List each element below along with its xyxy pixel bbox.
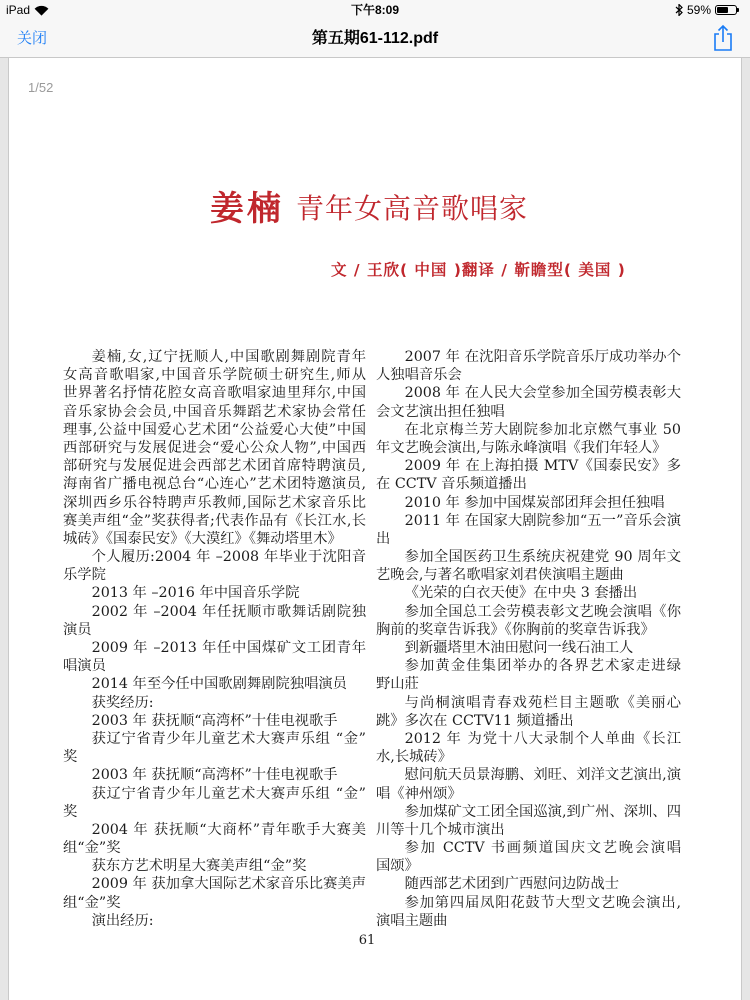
- paragraph: [376, 584, 681, 602]
- text-line: 2008 年 在人民大会堂参加全国劳模表彰大: [404, 385, 681, 402]
- text-line: 2014 年至今任中国歌剧舞剧院独唱演员: [91, 676, 347, 693]
- paragraph: [376, 803, 681, 839]
- pdf-page: [8, 58, 742, 1000]
- paragraph: [376, 875, 681, 893]
- document-title: 第五期61-112.pdf: [311, 30, 439, 47]
- paragraph: [63, 584, 366, 602]
- text-line: 演出经历:: [91, 912, 154, 929]
- text-line: 部研究与发展促进会西部艺术团首席特聘演员,: [63, 458, 366, 475]
- paragraph: [63, 785, 366, 821]
- text-line: 世界著名抒情花腔女高音歌唱家迪里拜尔,中国: [63, 385, 366, 402]
- text-line: 唱《神州颂》: [376, 785, 462, 802]
- battery-level-fill: [717, 7, 728, 13]
- paragraph: [376, 694, 681, 730]
- nav-bar: [0, 20, 750, 58]
- article-title: 青年女高音歌唱家: [296, 192, 529, 225]
- paragraph: [63, 875, 366, 911]
- page-indicator: 1/52: [28, 80, 54, 95]
- text-line: 姜楠,女,辽宁抚顺人,中国歌剧舞剧院青年: [91, 349, 366, 365]
- paragraph: [376, 766, 681, 802]
- text-line: 参加全国医药卫生系统庆祝建党 90 周年文: [404, 549, 681, 566]
- text-line: 组“金”奖: [63, 894, 121, 911]
- paragraph: [63, 821, 366, 857]
- text-line: 艺晚会,与著名歌唱家刘君侠演唱主题曲: [376, 567, 624, 584]
- text-line: 唱演员: [63, 658, 106, 675]
- text-line: 2012 年 为党十八大录制个人单曲《长江: [404, 730, 681, 747]
- text-line: 个人履历:2004 年 –2008 年毕业于沈阳音: [91, 549, 366, 566]
- text-line: 演员: [63, 621, 92, 638]
- text-line: 城砖》《国泰民安》《大漠红》《舞动塔里木》: [63, 530, 342, 547]
- paragraph: [376, 730, 681, 766]
- text-line: 2004 年 获抚顺“大商杯”青年歌手大赛美: [91, 821, 366, 838]
- text-line: 2010 年 参加中国煤炭部团拜会担任独唱: [404, 494, 665, 511]
- text-line: 2009 年 在上海拍摄 MTV《国泰民安》多: [404, 458, 681, 475]
- paragraph: [376, 384, 681, 420]
- text-line: 跳》多次在 CCTV11 频道播出: [376, 712, 574, 729]
- text-line: 到新疆塔里木油田慰问一线石油工人: [404, 640, 634, 656]
- text-line: 水,长城砖》: [376, 749, 453, 766]
- clock-time: 下午8:09: [350, 3, 400, 17]
- text-line: 2002 年 –2004 年任抚顺市歌舞话剧院独: [91, 603, 366, 620]
- text-line: 2013 年 –2016 年中国音乐学院: [91, 585, 300, 602]
- battery-nub: [737, 8, 739, 12]
- paragraph: [376, 421, 681, 457]
- text-line: 乐学院: [63, 567, 106, 584]
- text-line: 参加煤矿文工团全国巡演,到广州、深圳、四: [404, 803, 681, 820]
- text-line: 随西部艺术团到广西慰问边防战士: [404, 876, 620, 893]
- text-line: 奖: [63, 749, 78, 766]
- text-line: 2003 年 获抚顺“高湾杯”十佳电视歌手: [91, 767, 338, 784]
- paragraph: [63, 603, 366, 639]
- article-byline: 文 / 王欣( 中国 )翻译 / 靳瞻型( 美国 ): [331, 261, 626, 279]
- paragraph: [376, 548, 681, 584]
- text-line: 2009 年 获加拿大国际艺术家音乐比赛美声: [91, 876, 366, 893]
- text-line: 理事,公益中国爱心艺术团“公益爱心大使”中国: [63, 421, 366, 438]
- text-line: 野山莊: [376, 676, 419, 693]
- text-line: 演唱主题曲: [376, 912, 448, 929]
- text-line: 深圳西乡乐谷特聘声乐教师,国际艺术家音乐比: [63, 494, 366, 511]
- text-line: 获辽宁省青少年儿童艺术大赛声乐组 “金”: [91, 730, 366, 747]
- text-line: 慰问航天员景海鹏、刘旺、刘洋文艺演出,演: [404, 767, 681, 784]
- paragraph: [63, 548, 366, 584]
- paragraph: [376, 494, 681, 512]
- paragraph: [376, 894, 681, 930]
- text-line: 获辽宁省青少年儿童艺术大赛声乐组 “金”: [91, 785, 366, 802]
- text-line: 2011 年 在国家大剧院参加“五一”音乐会演: [404, 512, 681, 529]
- article-title-name: 姜楠: [210, 189, 284, 229]
- battery-percent: 59%: [687, 3, 712, 17]
- paragraph: [63, 639, 366, 675]
- text-line: 与尚桐演唱青春戏苑栏目主题歌《美丽心: [404, 694, 681, 711]
- paragraph: [63, 694, 366, 712]
- status-bar: [0, 0, 750, 20]
- text-line: 年文艺晚会演出,与陈永峰演唱《我们年轻人》: [376, 439, 667, 456]
- text-line: 获东方艺术明星大赛美声组“金”奖: [91, 858, 307, 875]
- close-button[interactable]: 关闭: [17, 30, 48, 47]
- text-line: 音乐家协会会员,中国音乐舞蹈艺术家协会常任: [63, 403, 366, 420]
- text-line: 获奖经历:: [91, 694, 154, 711]
- text-line: 人独唱音乐会: [376, 367, 462, 384]
- bluetooth-icon: [675, 4, 683, 16]
- text-line: 参加 CCTV 书画频道国庆文艺晚会演唱: [404, 840, 681, 857]
- paragraph: [376, 512, 681, 548]
- left-column: [63, 348, 366, 930]
- paragraph: [63, 675, 366, 693]
- text-line: 在 CCTV 音乐频道播出: [376, 476, 527, 493]
- paragraph: [63, 730, 366, 766]
- text-line: 在北京梅兰芳大剧院参加北京燃气事业 50: [404, 421, 681, 438]
- text-line: 赛美声组“金”奖获得者;代表作品有《长江水,长: [63, 512, 366, 529]
- paragraph: [376, 639, 681, 657]
- paragraph: [63, 348, 366, 548]
- right-column: [376, 348, 681, 930]
- share-icon[interactable]: [712, 24, 734, 52]
- text-line: 参加黄金佳集团举办的各界艺术家走进绿: [404, 658, 681, 675]
- paragraph: [376, 457, 681, 493]
- paragraph: [63, 766, 366, 784]
- page-number: 61: [358, 933, 376, 948]
- paragraph: [63, 857, 366, 875]
- text-line: 西部研究与发展促进会“爱心公众人物”,中国西: [63, 439, 366, 456]
- pdf-viewer[interactable]: [0, 58, 750, 1000]
- text-line: 2009 年 –2013 年任中国煤矿文工团青年: [91, 640, 366, 656]
- paragraph: [376, 839, 681, 875]
- device-label: iPad: [6, 3, 31, 17]
- text-line: 胸前的奖章告诉我》《你胸前的奖章告诉我》: [376, 621, 655, 638]
- text-line: 会文艺演出担任独唱: [376, 403, 505, 420]
- text-line: 国颂》: [376, 858, 419, 875]
- paragraph: [63, 912, 366, 930]
- text-line: 《光荣的白衣天使》在中央 3 套播出: [404, 585, 638, 602]
- text-line: 组“金”奖: [63, 840, 121, 857]
- text-line: 海南省广播电视总台“心连心”艺术团特邀演员,: [63, 476, 366, 493]
- text-line: 出: [376, 530, 391, 547]
- text-line: 参加全国总工会劳模表彰文艺晚会演唱《你: [404, 603, 681, 620]
- text-line: 奖: [63, 803, 78, 820]
- text-line: 2007 年 在沈阳音乐学院音乐厅成功举办个: [404, 349, 681, 365]
- text-line: 2003 年 获抚顺“高湾杯”十佳电视歌手: [91, 712, 338, 729]
- paragraph: [63, 712, 366, 730]
- text-line: 参加第四届凤阳花鼓节大型文艺晚会演出,: [404, 894, 681, 911]
- battery-icon: [715, 5, 737, 15]
- paragraph: [376, 348, 681, 384]
- text-line: 女高音歌唱家,中国音乐学院硕士研究生,师从: [63, 367, 366, 384]
- paragraph: [376, 603, 681, 639]
- text-line: 川等十几个城市演出: [376, 821, 505, 838]
- paragraph: [376, 657, 681, 693]
